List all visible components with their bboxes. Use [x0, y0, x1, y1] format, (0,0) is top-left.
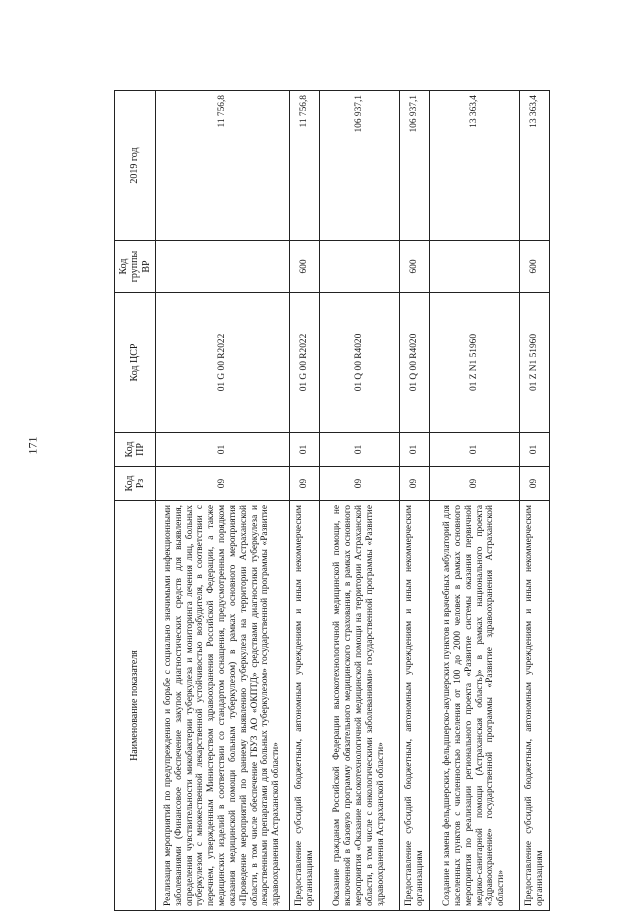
row-csr: 01 G 00 R2022	[290, 293, 320, 433]
table-row	[430, 91, 520, 911]
row-rz: 09	[320, 467, 400, 501]
row-value: 13 363,4	[520, 91, 550, 241]
header-pr: Код ПР	[115, 433, 156, 467]
row-value: 106 937,1	[400, 91, 430, 241]
row-rz: 09	[400, 467, 430, 501]
row-name: Предоставление субсидий бюджетным, автономным учреждениям и иным некоммерческим организациям	[520, 501, 550, 911]
row-name: Создание и замена фельдшерских, фельдшерско-акушерских пунктов и врачебных амбулаторий для населенных пунктов с численностью населения от 100 до 2000 человек в рамках основного мероприятия по реализации регионального проекта «Развитие системы оказания первичной медико-санитарной помощи (Астраханская область)» в рамках национального проекта «Здравоохранение» государственной программы «Развитие здравоохранения Астраханской области»	[430, 501, 520, 911]
table-row	[156, 91, 290, 911]
row-csr: 01 Q 00 R4020	[320, 293, 400, 433]
table-header-row	[115, 91, 156, 911]
row-pr: 01	[400, 433, 430, 467]
table-row	[290, 91, 320, 911]
row-name: Предоставление субсидий бюджетным, автономным учреждениям и иным некоммерческим организациям	[290, 501, 320, 911]
row-name: Предоставление субсидий бюджетным, автономным учреждениям и иным некоммерческим организациям	[400, 501, 430, 911]
row-value: 13 363,4	[430, 91, 520, 241]
row-rz: 09	[156, 467, 290, 501]
row-vr	[430, 241, 520, 293]
row-value: 11 756,8	[290, 91, 320, 241]
page-number: 171	[25, 436, 40, 455]
table-row	[400, 91, 430, 911]
header-csr: Код ЦСР	[115, 293, 156, 433]
row-csr: 01 Q 00 R4020	[400, 293, 430, 433]
table-row	[320, 91, 400, 911]
header-year: 2019 год	[115, 91, 156, 241]
budget-table	[114, 90, 550, 911]
row-rz: 09	[430, 467, 520, 501]
row-value: 11 756,8	[156, 91, 290, 241]
row-csr: 01 G 00 R2022	[156, 293, 290, 433]
row-csr: 01 Z N1 51960	[430, 293, 520, 433]
row-pr: 01	[156, 433, 290, 467]
row-vr: 600	[290, 241, 320, 293]
header-name: Наименование показателя	[115, 501, 156, 911]
row-pr: 01	[430, 433, 520, 467]
row-value: 106 937,1	[320, 91, 400, 241]
row-pr: 01	[290, 433, 320, 467]
row-csr: 01 Z N1 51960	[520, 293, 550, 433]
header-vr: Код группы ВР	[115, 241, 156, 293]
row-name: Оказание гражданам Российской Федерации высокотехнологичной медицинской помощи, не включенной в базовую программу обязательного медицинского страхования, в рамках основного мероприятия «Оказание высокотехнологичной медицинской помощи на территории Астраханской области, в том числе с онкологическими заболеваниями» государственной программы «Развитие здравоохранения Астраханской области»	[320, 501, 400, 911]
row-vr	[320, 241, 400, 293]
row-rz: 09	[520, 467, 550, 501]
row-name: Реализация мероприятий по предупреждению и борьбе с социально значимыми инфекционными заболеваниями (Финансовое обеспечение закупок диагностических средств для выявления, определения чувствительности микобактерии туберкулеза и мониторинга лечения лиц, больных туберкулезом с множественной лекарственной устойчивостью возбудителя, в соответствии с перечнем, утвержденным Министерством здравоохранения Российской Федерации, а также медицинских изделий в соответствии со стандартом оснащения, предусмотренным порядком оказания медицинской помощи больным туберкулезом) в рамках основного мероприятия «Проведение мероприятий по раннему выявлению туберкулеза на территории Астраханской области, в том числе обеспечение ГБУЗ АО «ОКПТД» средствами диагностики туберкулеза и лекарственными препаратами для больных туберкулезом» государственной программы «Развитие здравоохранения Астраханской области»	[156, 501, 290, 911]
row-vr: 600	[520, 241, 550, 293]
row-vr: 600	[400, 241, 430, 293]
header-rz: Код Рз	[115, 467, 156, 501]
row-rz: 09	[290, 467, 320, 501]
table-row	[520, 91, 550, 911]
row-pr: 01	[320, 433, 400, 467]
row-vr	[156, 241, 290, 293]
row-pr: 01	[520, 433, 550, 467]
rotated-table-sheet	[114, 91, 545, 911]
